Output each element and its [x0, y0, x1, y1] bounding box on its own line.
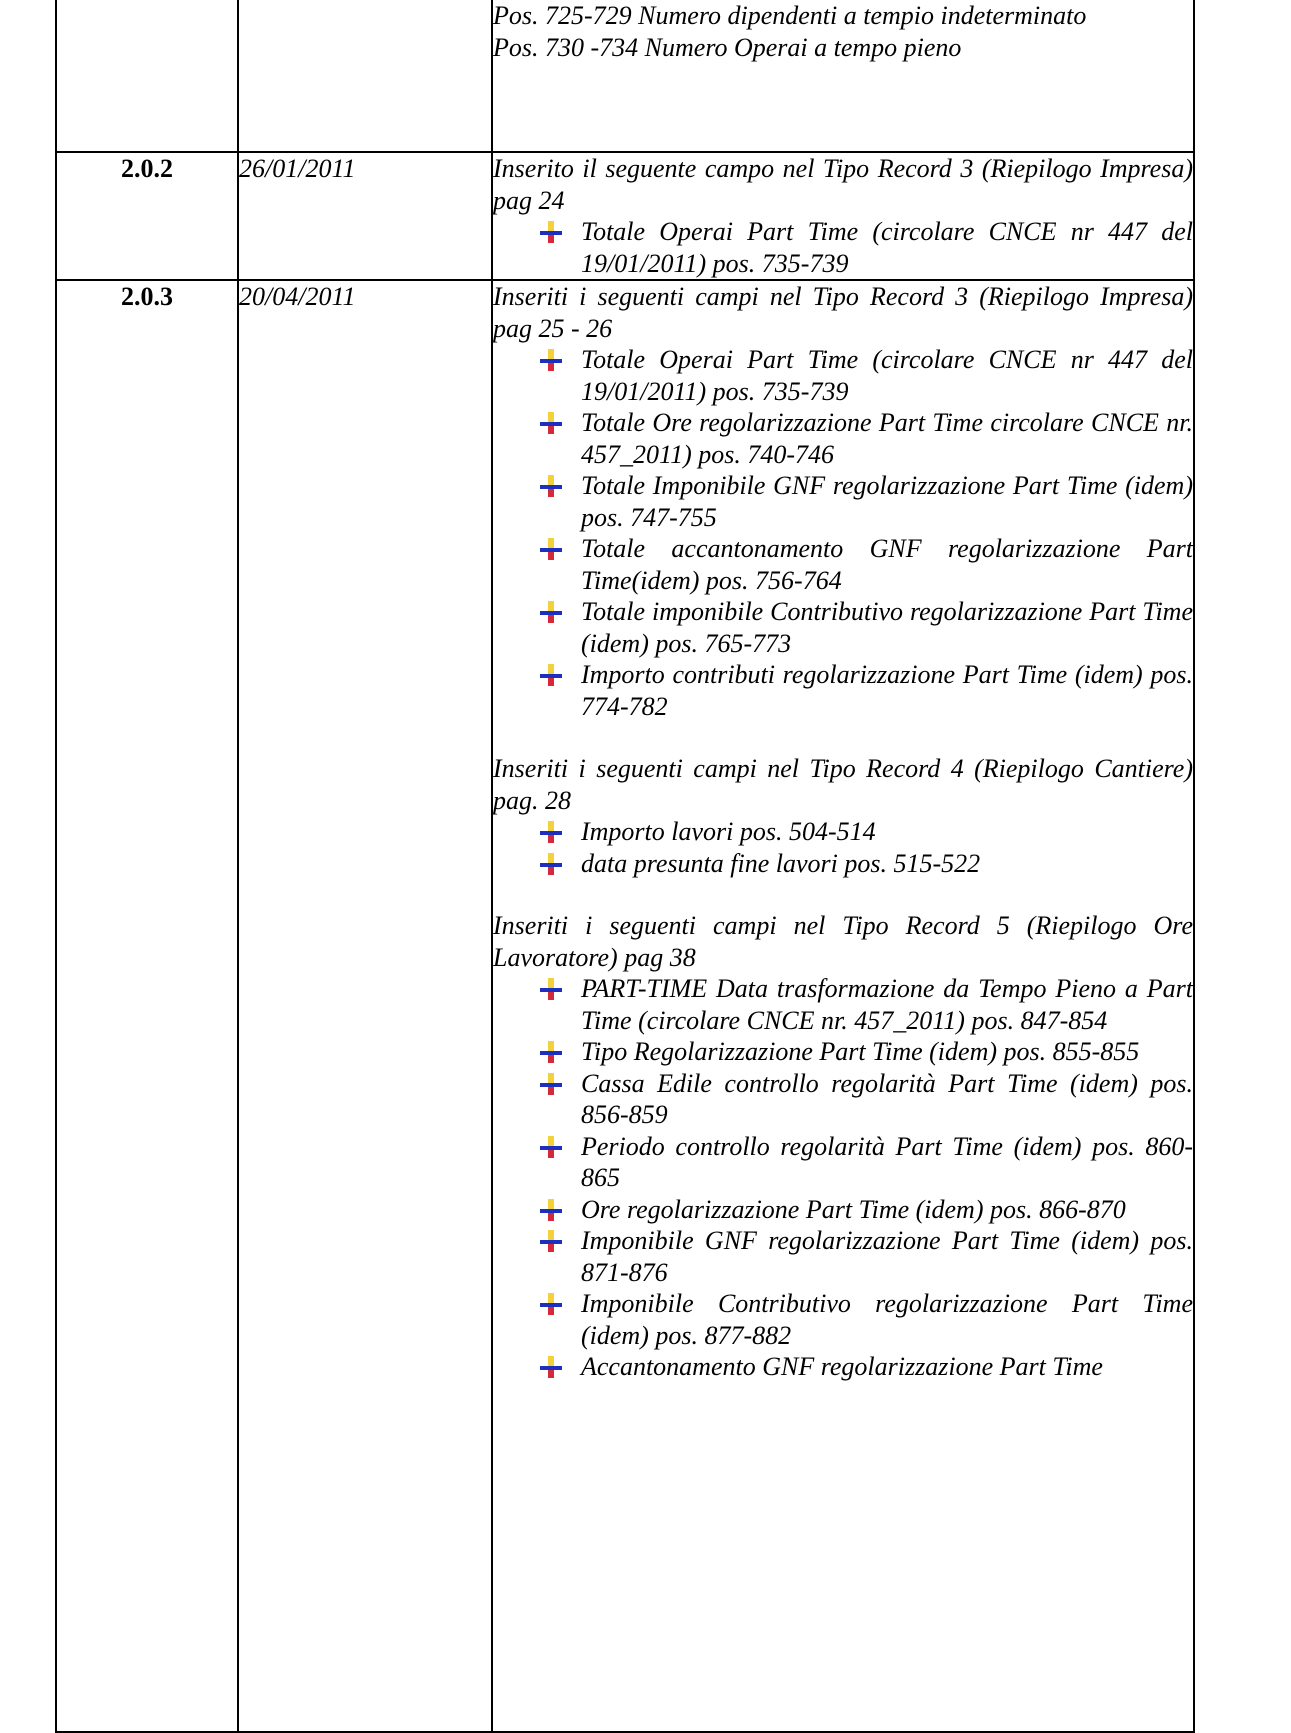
spacer: [493, 722, 1193, 753]
list-item: [539, 1351, 1193, 1383]
table-row: [56, 0, 1194, 152]
description-intro: Inseriti i seguenti campi nel Tipo Record 3 (Riepilogo Impresa) pag 25 - 26: [493, 282, 1193, 343]
list-item-text: Importo lavori pos. 504-514: [581, 817, 876, 846]
list-item: [539, 407, 1193, 470]
date-cell: 20/04/2011: [238, 280, 492, 1732]
list-item: [539, 659, 1193, 722]
description-cell: [492, 152, 1194, 280]
description-cell: [492, 280, 1194, 1732]
list-item-text: Totale accantonamento GNF regolarizzazione Part Time(idem) pos. 756-764: [581, 534, 1193, 595]
list-item: [539, 848, 1193, 880]
list-item-text: Totale Operai Part Time (circolare CNCE nr 447 del 19/01/2011) pos. 735-739: [581, 345, 1193, 406]
table-row: [56, 152, 1194, 280]
list-item-text: data presunta fine lavori pos. 515-522: [581, 848, 981, 878]
revision-table: [55, 0, 1195, 1733]
list-item: [539, 470, 1193, 533]
description-intro: Inseriti i seguenti campi nel Tipo Record 5 (Riepilogo Ore Lavoratore) pag 38: [493, 911, 1193, 972]
bullet-list: [493, 816, 1193, 879]
version-cell: 2.0.2: [56, 152, 238, 280]
list-item-text: Periodo controllo regolarità Part Time (idem) pos. 860-865: [581, 1131, 1193, 1192]
list-item: [539, 1194, 1193, 1226]
list-item: [539, 973, 1193, 1036]
list-item: [539, 1225, 1193, 1288]
list-item: [539, 344, 1193, 407]
list-item: [539, 533, 1193, 596]
list-item-text: Imponibile Contributivo regolarizzazione Part Time (idem) pos. 877-882: [581, 1289, 1193, 1350]
bullet-list: [493, 216, 1193, 279]
list-item-text: Importo contributi regolarizzazione Part Time (idem) pos. 774-782: [581, 660, 1193, 721]
version-cell: 2.0.3: [56, 280, 238, 1732]
table-row: [56, 280, 1194, 1732]
list-item: [539, 216, 1193, 279]
list-item: [539, 816, 1193, 848]
list-item: [539, 1288, 1193, 1351]
list-item-text: Cassa Edile controllo regolarità Part Time (idem) pos. 856-859: [581, 1068, 1193, 1129]
list-item-text: Totale imponibile Contributivo regolarizzazione Part Time (idem) pos. 765-773: [581, 597, 1193, 658]
list-item-text: Totale Imponibile GNF regolarizzazione Part Time (idem) pos. 747-755: [581, 471, 1193, 532]
list-item-text: Imponibile GNF regolarizzazione Part Time (idem) pos. 871-876: [581, 1226, 1193, 1287]
bullet-list: [493, 973, 1193, 1383]
list-item: [539, 1068, 1193, 1131]
description-intro: Inserito il seguente campo nel Tipo Record 3 (Riepilogo Impresa) pag 24: [493, 154, 1193, 215]
date-cell: 26/01/2011: [238, 152, 492, 280]
list-item: [539, 1131, 1193, 1194]
bullet-list: [493, 344, 1193, 722]
list-item: [539, 596, 1193, 659]
list-item-text: PART-TIME Data trasformazione da Tempo Pieno a Part Time (circolare CNCE nr. 457_2011) pos. 847-854: [581, 974, 1193, 1035]
list-item-text: Ore regolarizzazione Part Time (idem) pos. 866-870: [581, 1194, 1126, 1224]
list-item-text: Totale Operai Part Time (circolare CNCE nr 447 del 19/01/2011) pos. 735-739: [581, 217, 1193, 278]
list-item-text: Tipo Regolarizzazione Part Time (idem) pos. 855-855: [581, 1037, 1140, 1066]
version-cell: [56, 0, 238, 152]
spacer: [493, 879, 1193, 910]
list-item-text: Accantonamento GNF regolarizzazione Part Time: [581, 1352, 1103, 1381]
list-item: [539, 1036, 1193, 1068]
description-line: Pos. 725-729 Numero dipendenti a tempio indeterminato: [493, 1, 1087, 30]
description-line: Pos. 730 -734 Numero Operai a tempo pieno: [493, 32, 962, 62]
list-item-text: Totale Ore regolarizzazione Part Time circolare CNCE nr. 457_2011) pos. 740-746: [581, 408, 1193, 469]
date-cell: [238, 0, 492, 152]
description-intro: Inseriti i seguenti campi nel Tipo Record 4 (Riepilogo Cantiere) pag. 28: [493, 754, 1193, 815]
description-cell: [492, 0, 1194, 152]
